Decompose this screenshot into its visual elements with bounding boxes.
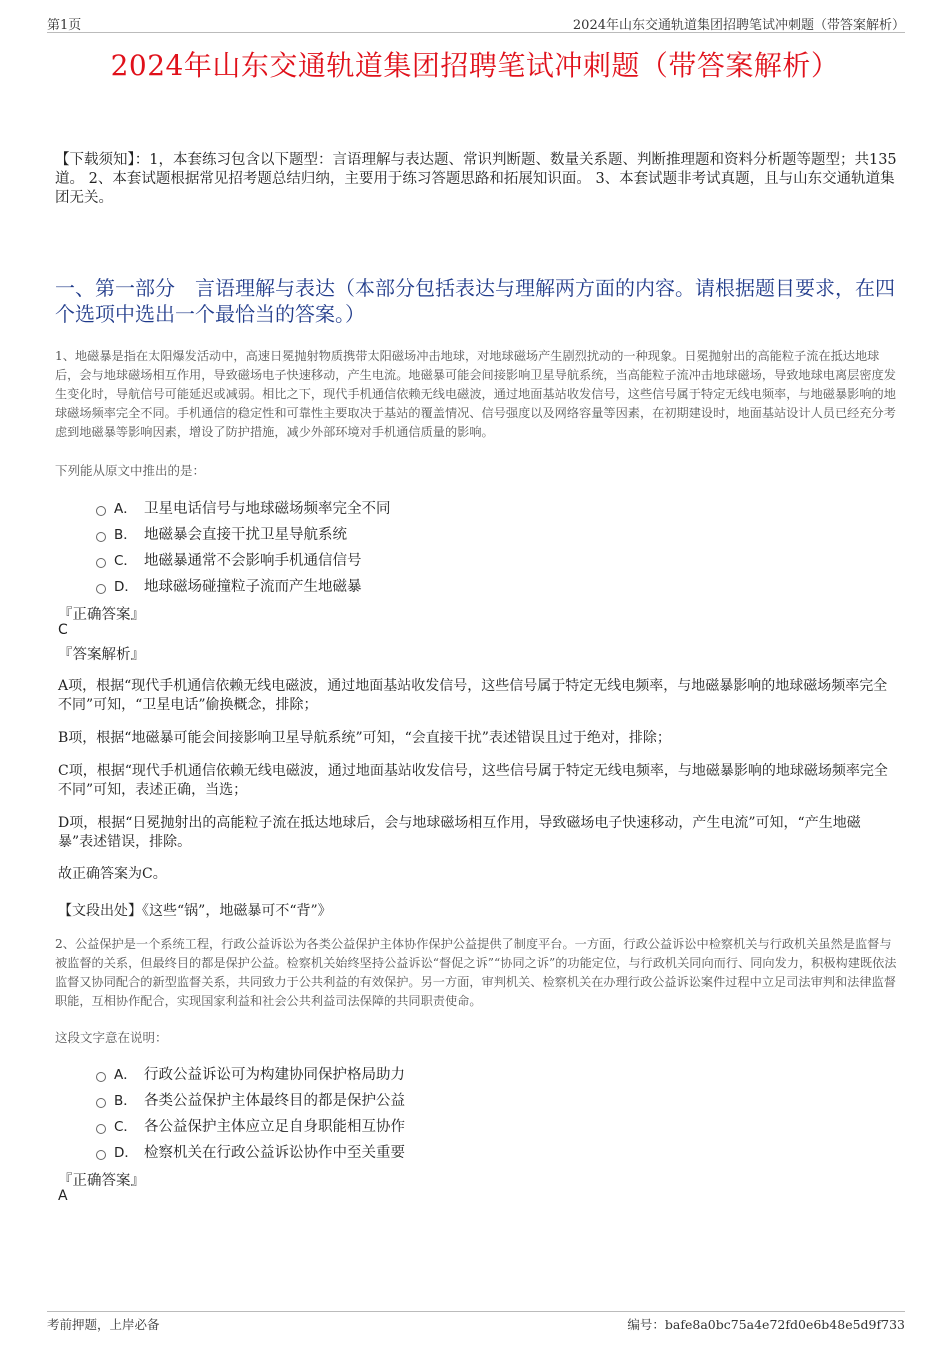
document-title: 2024年山东交通轨道集团招聘笔试冲刺题（带答案解析） xyxy=(110,49,840,82)
question-2-option-d[interactable]: D． 检察机关在行政公益诉讼协作中至关重要 xyxy=(96,1141,405,1161)
question-2-prompt: 这段文字意在说明： xyxy=(55,1030,168,1045)
question-1-prompt: 下列能从原文中推出的是： xyxy=(55,463,206,478)
page-number: 第1页 xyxy=(47,18,82,33)
footer-doc-id: 编号：bafe8a0bc75a4e72fd0e6b48e5d9f733 xyxy=(627,1317,905,1332)
question-2-answer-label: 『正确答案』 xyxy=(58,1173,145,1189)
question-2-answer: A xyxy=(58,1188,68,1204)
page-header xyxy=(47,12,905,33)
question-1-option-d[interactable]: D． 地球磁场碰撞粒子流而产生地磁暴 xyxy=(96,575,362,595)
radio-icon[interactable] xyxy=(96,1150,106,1160)
question-2-text: 2、公益保护是一个系统工程，行政公益诉讼为各类公益保护主体协作保护公益提供了制度平台。一方面，行政公益诉讼中检察机关与行政机关虽然是监督与被监督的关系，但最终目的都是保护公益。检察机关始终坚持公益诉讼“督促之诉”“协同之诉”的功能定位，与行政机关同向而行、同向发力，积极构建既依法监督又协同配合的新型监督关系，共同致力于公共利益的有效保护。另一方面，审判机关、检察机关在办理行政公益诉讼案件过程中立足司法审判和法律监督职能，互相协作配合，实现国家利益和社会公共利益司法保障的共同职责使命。 xyxy=(55,937,897,1008)
analysis-paragraph: D项，根据“日冕抛射出的高能粒子流在抵达地球后，会与地球磁场相互作用，导致磁场电子快速移动，产生电流”可知，“产生地磁暴”表述错误，排除。 xyxy=(58,815,861,850)
analysis-paragraph: C项，根据“现代手机通信依赖无线电磁波，通过地面基站收发信号，这些信号属于特定无线电频率，与地磁暴影响的地球磁场频率完全不同”可知，表述正确，当选； xyxy=(58,763,888,798)
radio-icon[interactable] xyxy=(96,1124,106,1134)
radio-icon[interactable] xyxy=(96,1072,106,1082)
question-2-option-a[interactable]: A． 行政公益诉讼可为构建协同保护格局助力 xyxy=(96,1063,405,1083)
question-2-option-c[interactable]: C． 各公益保护主体应立足自身职能相互协作 xyxy=(96,1115,405,1135)
question-1-answer-label: 『正确答案』 xyxy=(58,607,145,623)
section-heading: 一、第一部分 言语理解与表达（本部分包括表达与理解两方面的内容。请根据题目要求，在四个选项中选出一个最恰当的答案。） xyxy=(55,276,895,326)
question-1-option-a[interactable]: A． 卫星电话信号与地球磁场频率完全不同 xyxy=(96,497,391,517)
question-1-answer: C xyxy=(58,622,68,638)
header-doc-title: 2024年山东交通轨道集团招聘笔试冲刺题（带答案解析） xyxy=(572,18,905,33)
question-1-option-b[interactable]: B． 地磁暴会直接干扰卫星导航系统 xyxy=(96,523,347,543)
radio-icon[interactable] xyxy=(96,506,106,516)
analysis-conclusion: 故正确答案为C。 xyxy=(58,866,167,882)
download-notice: 【下载须知】：1，本套练习包含以下题型：言语理解与表达题、常识判断题、数量关系题、判断推理题和资料分析题等题型；共135道。 2、本套试题根据常见招考题总结归纳，主要用于练习答题思路和拓展知识面。 3、本套试题非考试真题，且与山东交通轨道集团无关。 xyxy=(55,152,897,206)
page-footer xyxy=(47,1311,905,1334)
question-1-source: 【文段出处】《这些“锅”，地磁暴可不“背”》 xyxy=(58,903,332,919)
radio-icon[interactable] xyxy=(96,584,106,594)
radio-icon[interactable] xyxy=(96,558,106,568)
question-1-text: 1、地磁暴是指在太阳爆发活动中，高速日冕抛射物质携带太阳磁场冲击地球，对地球磁场产生剧烈扰动的一种现象。日冕抛射出的高能粒子流在抵达地球后，会与地球磁场相互作用，导致磁场电子快速移动，产生电流。地磁暴可能会间接影响卫星导航系统，当高能粒子流冲击地球磁场，导致地球电离层密度发生变化时，导航信号可能延迟或减弱。相比之下，现代手机通信依赖无线电磁波，通过地面基站收发信号，这些信号属于特定无线电频率，与地磁暴影响的地球磁场频率完全不同。手机通信的稳定性和可靠性主要取决于基站的覆盖情况、信号强度以及网络容量等因素，在初期建设时，地面基站设计人员已经充分考虑到地磁暴等影响因素，增设了防护措施，减少外部环境对手机通信质量的影响。 xyxy=(55,349,896,439)
radio-icon[interactable] xyxy=(96,1098,106,1108)
analysis-paragraph: B项，根据“地磁暴可能会间接影响卫星导航系统”可知，“会直接干扰”表述错误且过于绝对，排除； xyxy=(58,730,671,746)
question-1-analysis-label: 『答案解析』 xyxy=(58,647,145,663)
question-2-option-b[interactable]: B． 各类公益保护主体最终目的都是保护公益 xyxy=(96,1089,405,1109)
radio-icon[interactable] xyxy=(96,532,106,542)
footer-slogan: 考前押题，上岸必备 xyxy=(47,1317,160,1332)
analysis-paragraph: A项，根据“现代手机通信依赖无线电磁波，通过地面基站收发信号，这些信号属于特定无线电频率，与地磁暴影响的地球磁场频率完全不同”可知，“卫星电话”偷换概念，排除； xyxy=(58,678,888,713)
question-1-option-c[interactable]: C． 地磁暴通常不会影响手机通信信号 xyxy=(96,549,362,569)
